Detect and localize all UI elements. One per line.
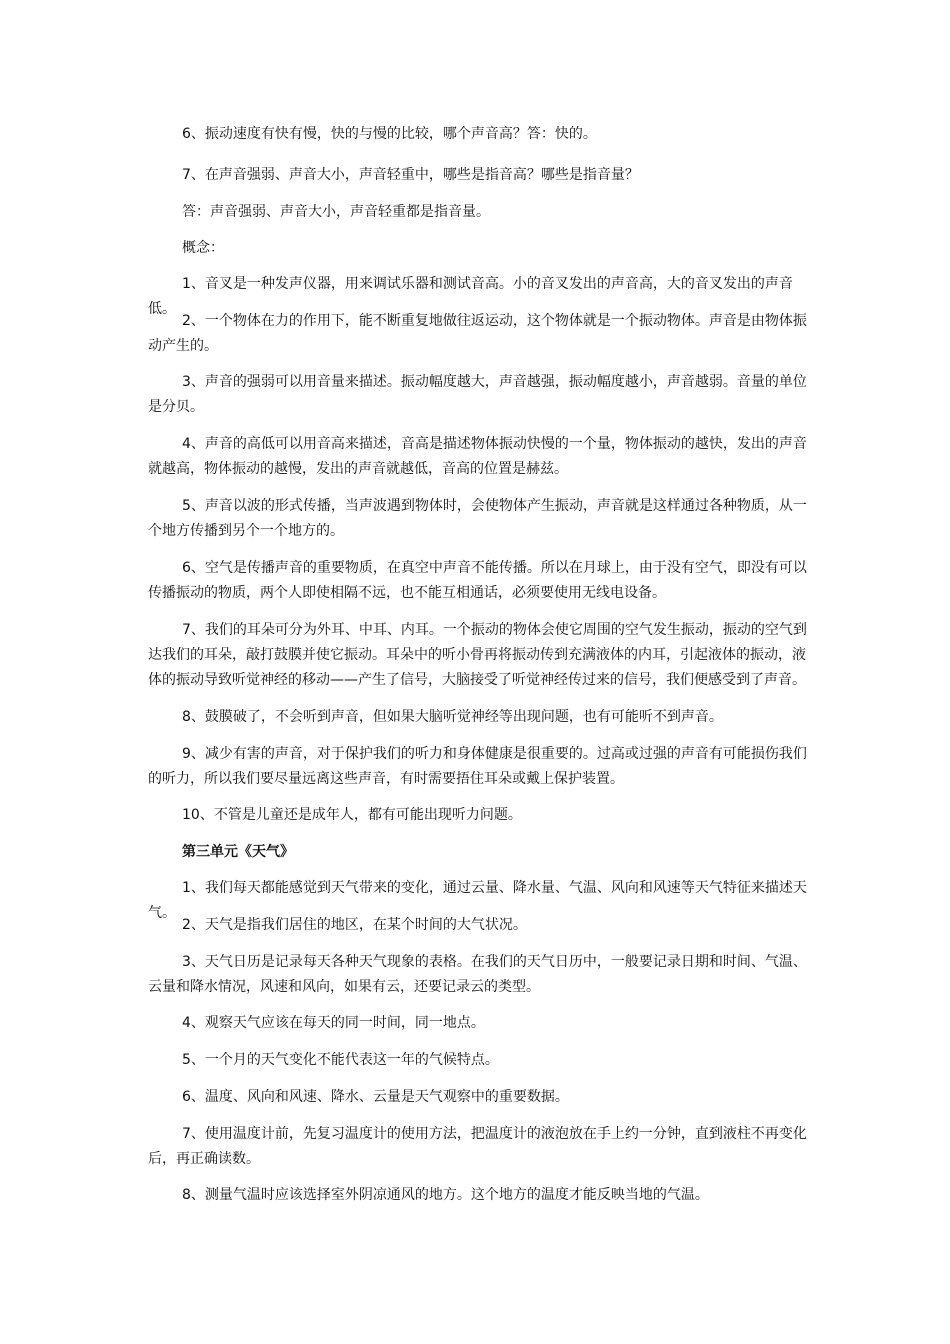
paragraph: 9、减少有害的声音，对于保护我们的听力和身体健康是很重要的。过高或过强的声音有可能损伤我们的听力，所以我们要尽量远离这些声音，有时需要捂住耳朵或戴上保护装置。 (148, 746, 807, 787)
paragraph: 答：声音强弱、声音大小，声音轻重都是指音量。 (182, 204, 490, 220)
paragraph: 概念： (182, 240, 224, 256)
paragraph: 7、我们的耳朵可分为外耳、中耳、内耳。一个振动的物体会使它周围的空气发生振动，振动的空气到达我们的耳朵，敲打鼓膜并使它振动。耳朵中的听小骨再将振动传到充满液体的内耳，引起液体的振动，液体的振动导致听觉神经的移动——产生了信号，大脑接受了听觉神经传过来的信号，我们便感受到了声音。 (148, 622, 807, 688)
paragraph: 10、不管是儿童还是成年人，都有可能出现听力问题。 (182, 807, 522, 823)
paragraph: 2、一个物体在力的作用下，能不断重复地做往返运动，这个物体就是一个振动物体。声音是由物体振动产生的。 (148, 313, 807, 354)
section-heading: 第三单元《天气》 (182, 844, 294, 860)
paragraph: 8、鼓膜破了，不会听到声音，但如果大脑听觉神经等出现问题，也有可能听不到声音。 (182, 709, 723, 725)
paragraph: 6、温度、风向和风速、降水、云量是天气观察中的重要数据。 (182, 1089, 569, 1105)
paragraph: 2、天气是指我们居住的地区，在某个时间的大气状况。 (182, 917, 527, 933)
paragraph: 1、音叉是一种发声仪器，用来调试乐器和测试音高。小的音叉发出的声音高，大的音叉发出的声音低。 (148, 276, 793, 317)
paragraph: 7、使用温度计前，先复习温度计的使用方法，把温度计的液泡放在手上约一分钟，直到液柱不再变化后，再正确读数。 (148, 1126, 807, 1167)
paragraph: 1、我们每天都能感觉到天气带来的变化，通过云量、降水量、气温、风向和风速等天气特征来描述天气。 (148, 880, 807, 921)
paragraph: 3、天气日历是记录每天各种天气现象的表格。在我们的天气日历中，一般要记录日期和时间、气温、云量和降水情况，风速和风向，如果有云，还要记录云的类型。 (148, 954, 807, 995)
paragraph: 4、观察天气应该在每天的同一时间，同一地点。 (182, 1015, 485, 1031)
paragraph: 3、声音的强弱可以用音量来描述。振动幅度越大，声音越强，振动幅度越小，声音越弱。音量的单位是分贝。 (148, 374, 807, 415)
paragraph: 5、一个月的天气变化不能代表这一年的气候特点。 (182, 1052, 499, 1068)
paragraph: 6、空气是传播声音的重要物质，在真空中声音不能传播。所以在月球上，由于没有空气，即没有可以传播振动的物质，两个人即使相隔不远，也不能互相通话，必须要使用无线电设备。 (148, 560, 807, 601)
paragraph: 7、在声音强弱、声音大小，声音轻重中，哪些是指音高？哪些是指音量？ (182, 167, 639, 183)
paragraph: 5、声音以波的形式传播，当声波遇到物体时，会使物体产生振动，声音就是这样通过各种物质，从一个地方传播到另个一个地方的。 (148, 498, 807, 539)
paragraph: 4、声音的高低可以用音高来描述，音高是描述物体振动快慢的一个量，物体振动的越快，发出的声音就越高，物体振动的越慢，发出的声音就越低，音高的位置是赫兹。 (148, 436, 807, 477)
paragraph: 8、测量气温时应该选择室外阴凉通风的地方。这个地方的温度才能反映当地的气温。 (182, 1187, 709, 1203)
paragraph: 6、振动速度有快有慢，快的与慢的比较，哪个声音高？答：快的。 (182, 126, 597, 142)
